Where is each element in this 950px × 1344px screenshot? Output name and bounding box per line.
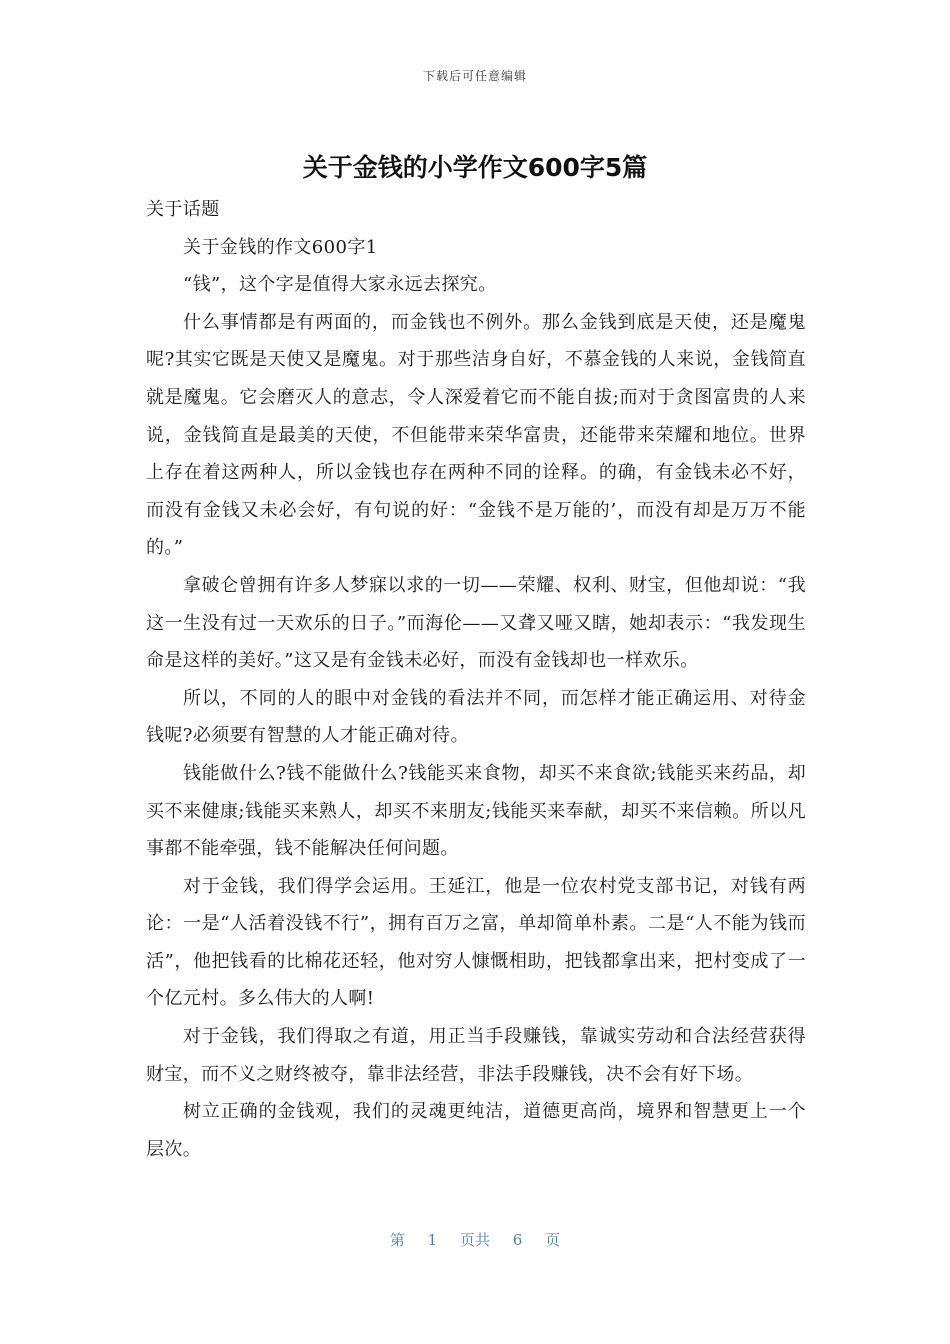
footer-prefix: 第 xyxy=(389,1231,405,1249)
page-footer xyxy=(0,1229,950,1250)
paragraph: 拿破仑曾拥有许多人梦寐以求的一切——荣耀、权利、财宝，但他却说：“我这一生没有过一天欢乐的日子。”而海伦——又聋又哑又瞎，她却表示：“我发现生命是这样的美好。”这又是有金钱未必好，而没有金钱却也一样欢乐。 xyxy=(146,574,806,672)
topic-label: 关于话题 xyxy=(146,199,220,220)
essay-title: 关于金钱的作文600字1 xyxy=(183,236,378,258)
header-note: 下载后可任意编辑 xyxy=(422,69,527,83)
footer-suffix: 页 xyxy=(545,1231,561,1249)
paragraph: “钱”，这个字是值得大家永远去探究。 xyxy=(183,274,497,296)
footer-middle: 页共 xyxy=(459,1231,490,1249)
paragraph: 钱能做什么?钱不能做什么?钱能买来食物，却买不来食欲;钱能买来药品，却买不来健康;钱能买来熟人，却买不来朋友;钱能买来奉献，却买不来信赖。所以凡事都不能牵强，钱不能解决任何问题。 xyxy=(146,762,806,860)
total-pages-number: 6 xyxy=(512,1231,523,1249)
paragraph: 对于金钱，我们得取之有道，用正当手段赚钱，靠诚实劳动和合法经营获得财宝，而不义之财终被夺，靠非法经营，非法手段赚钱，决不会有好下场。 xyxy=(146,1026,806,1085)
paragraph: 什么事情都是有两面的，而金钱也不例外。那么金钱到底是天使，还是魔鬼呢?其实它既是天使又是魔鬼。对于那些洁身自好，不慕金钱的人来说，金钱简直就是魔鬼。它会磨灭人的意志，令人深爱着它而不能自拔;而对于贪图富贵的人来说，金钱简直是最美的天使，不但能带来荣华富贵，还能带来荣耀和地位。世界上存在着这两种人，所以金钱也存在两种不同的诠释。的确，有金钱未必不好，而没有金钱又未必会好，有句说的好：“金钱不是万能的’，而没有却是万万不能的。” xyxy=(146,311,806,559)
paragraph: 对于金钱，我们得学会运用。王延江，他是一位农村党支部书记，对钱有两论：一是“人活着没钱不行”，拥有百万之富，单却简单朴素。二是“人不能为钱而活”，他把钱看的比棉花还轻，他对穷人慷慨相助，把钱都拿出来，把村变成了一个亿元村。多么伟大的人啊! xyxy=(146,875,806,1010)
paragraph: 树立正确的金钱观，我们的灵魂更纯洁，道德更高尚，境界和智慧更上一个层次。 xyxy=(146,1101,806,1160)
paragraph: 所以，不同的人的眼中对金钱的看法并不同，而怎样才能正确运用、对待金钱呢?必须要有智慧的人才能正确对待。 xyxy=(146,687,806,747)
document-body xyxy=(146,191,806,1168)
document-title: 关于金钱的小学作文600字5篇 xyxy=(302,153,648,182)
current-page-number: 1 xyxy=(427,1231,438,1249)
